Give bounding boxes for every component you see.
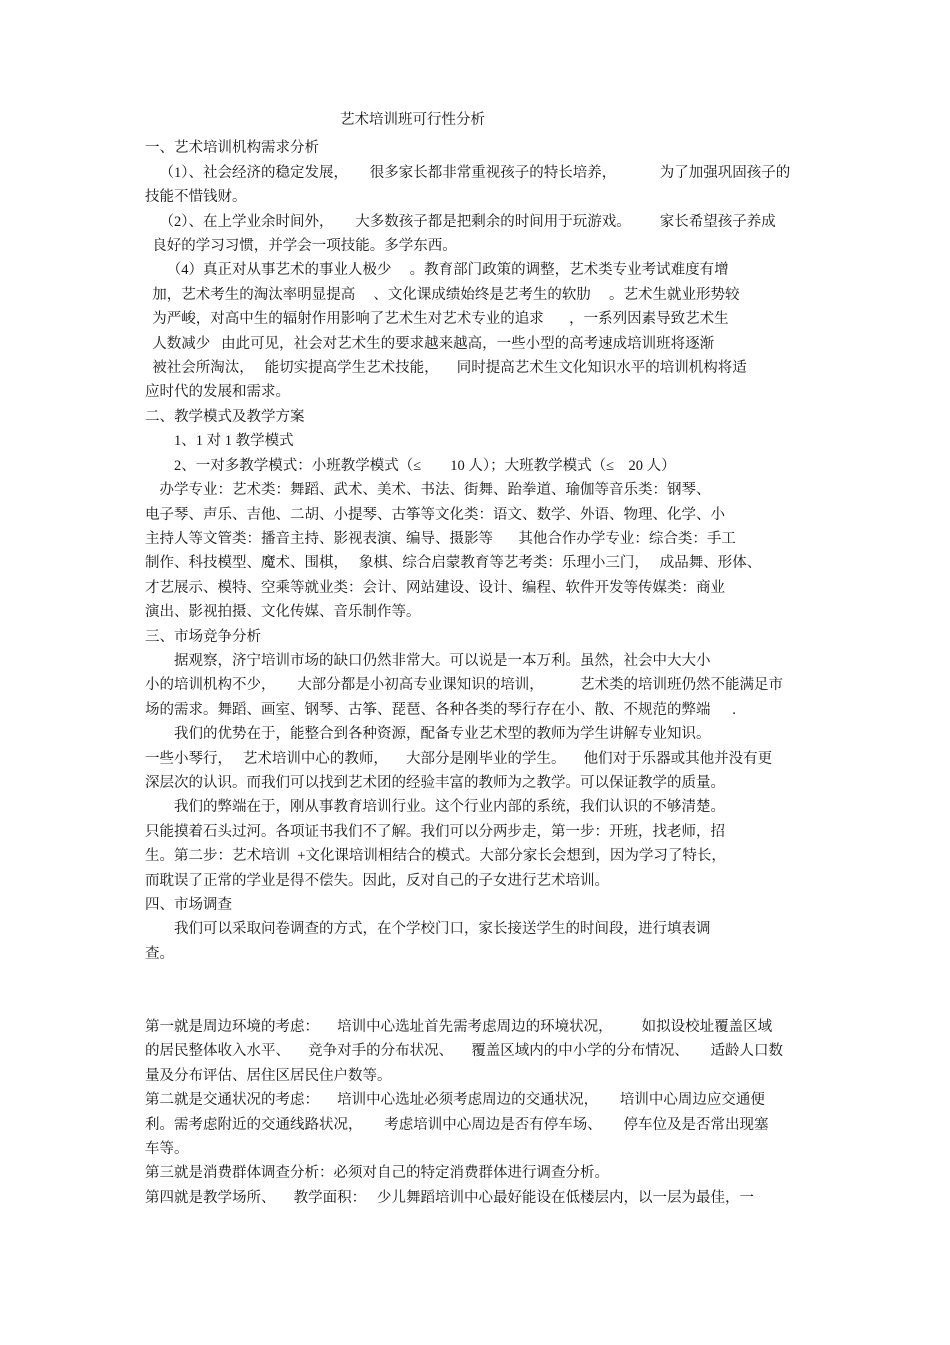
text-line: 量及分布评估、居住区居民住户数等。 — [145, 1067, 392, 1084]
text-line: 而耽误了正常的学业是得不偿失。因此，反对自己的子女进行艺术培训。 — [145, 872, 609, 889]
text-line: 的居民整体收入水平、 竞争对手的分布状况、 覆盖区域内的中小学的分布情况、 适龄人口数 — [145, 1043, 783, 1060]
text-line: （4）真正对从事艺术的事业人极少 。教育部门政策的调整，艺术类专业考试难度有增 — [166, 262, 729, 279]
text-line: 二、教学模式及教学方案 — [145, 408, 305, 425]
text-line: 小的培训机构不少， 大部分都是小初高专业课知识的培训， 艺术类的培训班仍然不能满足市 — [145, 677, 783, 694]
text-line: 主持人等文管类：播音主持、影视表演、编导、摄影等 其他合作办学专业：综合类：手工 — [145, 530, 736, 547]
document-body — [145, 136, 810, 1210]
text-line — [145, 991, 810, 1015]
text-line: 深层次的认识。而我们可以找到艺术团的经验丰富的教师为之教学。可以保证教学的质量。 — [145, 774, 725, 791]
text-line: 电子琴、声乐、吉他、二胡、小提琴、古筝等文化类：语文、数学、外语、物理、化学、小 — [145, 506, 725, 523]
text-line: 一、艺术培训机构需求分析 — [145, 140, 319, 157]
text-line: 良好的学习习惯，并学会一项技能。多学东西。 — [152, 238, 457, 255]
text-line: 1、1 对 1 教学模式 — [174, 433, 294, 450]
text-line: 据观察，济宁培训市场的缺口仍然非常大。可以说是一本万利。虽然，社会中大大小 — [174, 652, 711, 669]
text-line: 第三就是消费群体调查分析：必须对自己的特定消费群体进行调查分析。 — [145, 1165, 609, 1182]
text-line: 技能不惜钱财。 — [145, 189, 247, 206]
text-line: 加，艺术考生的淘汰率明显提高 、文化课成绩始终是艺考生的软肋 。艺术生就业形势较 — [152, 286, 740, 303]
text-line: 2、一对多教学模式：小班教学模式（≤ 10 人）；大班教学模式（≤ 20 人） — [174, 457, 676, 474]
text-line: 我们的弊端在于，刚从事教育培训行业。这个行业内部的系统，我们认识的不够清楚。 — [174, 799, 725, 816]
text-line: 第四就是教学场所、 教学面积： 少儿舞蹈培训中心最好能设在低楼层内，以一层为最佳，一 — [145, 1189, 754, 1206]
text-line: 被社会所淘汰， 能切实提高学生艺术技能， 同时提高艺术生文化知识水平的培训机构将适 — [152, 360, 747, 377]
text-line: 为严峻，对高中生的辐射作用影响了艺术生对艺术专业的追求 ，一系列因素导致艺术生 — [152, 311, 729, 328]
text-line: 利。需考虑附近的交通线路状况， 考虑培训中心周边是否有停车场、 停车位及是否常出现塞 — [145, 1116, 769, 1133]
text-line: 办学专业：艺术类：舞蹈、武术、美术、书法、街舞、跆拳道、瑜伽等音乐类：钢琴、 — [159, 482, 711, 499]
text-line: （2）、在上学业余时间外， 大多数孩子都是把剩余的时间用于玩游戏。 家长希望孩子养成 — [159, 213, 776, 230]
text-line: 第二就是交通状况的考虑： 培训中心选址必须考虑周边的交通状况， 培训中心周边应交通便 — [145, 1092, 765, 1109]
text-line: 场的需求。舞蹈、画室、钢琴、古筝、琵琶、各种各类的琴行存在小、散、不规范的弊端 . — [145, 701, 736, 718]
text-line: 人数减少 由此可见，社会对艺术生的要求越来越高，一些小型的高考速成培训班将逐渐 — [152, 335, 715, 352]
text-line: 第一就是周边环境的考虑： 培训中心选址首先需考虑周边的环境状况， 如拟设校址覆盖区域 — [145, 1019, 773, 1036]
text-line: 车等。 — [145, 1141, 189, 1158]
text-line: 我们的优势在于，能整合到各种资源，配备专业艺术型的教师为学生讲解专业知识。 — [174, 726, 711, 743]
text-line: 生。第二步：艺术培训 +文化课培训相结合的模式。大部分家长会想到，因为学习了特长， — [145, 848, 726, 865]
text-line: 才艺展示、模特、空乘等就业类：会计、网站建设、设计、编程、软件开发等传媒类：商业 — [145, 579, 725, 596]
text-line: 演出、影视拍摄、文化传媒、音乐制作等。 — [145, 604, 421, 621]
text-line: 只能摸着石头过河。各项证书我们不了解。我们可以分两步走，第一步：开班，找老师，招 — [145, 823, 725, 840]
text-line: 应时代的发展和需求。 — [145, 384, 290, 401]
text-line — [145, 966, 810, 990]
text-line: （1）、社会经济的稳定发展， 很多家长都非常重视孩子的特长培养， 为了加强巩固孩子的 — [159, 164, 791, 181]
text-line: 四、市场调查 — [145, 897, 232, 913]
text-line: 制作、科技模型、魔术、围棋， 象棋、综合启蒙教育等艺考类：乐理小三门， 成品舞、形体、 — [145, 555, 762, 572]
text-line: 查。 — [145, 945, 174, 962]
document-title: 艺术培训班可行性分析 — [340, 112, 485, 128]
text-line: 一些小琴行， 艺术培训中心的教师， 大部分是刚毕业的学生。 他们对于乐器或其他并没有更 — [145, 750, 773, 767]
text-line: 三、市场竞争分析 — [145, 628, 261, 645]
text-line: 我们可以采取问卷调查的方式，在个学校门口，家长接送学生的时间段，进行填表调 — [174, 921, 711, 938]
